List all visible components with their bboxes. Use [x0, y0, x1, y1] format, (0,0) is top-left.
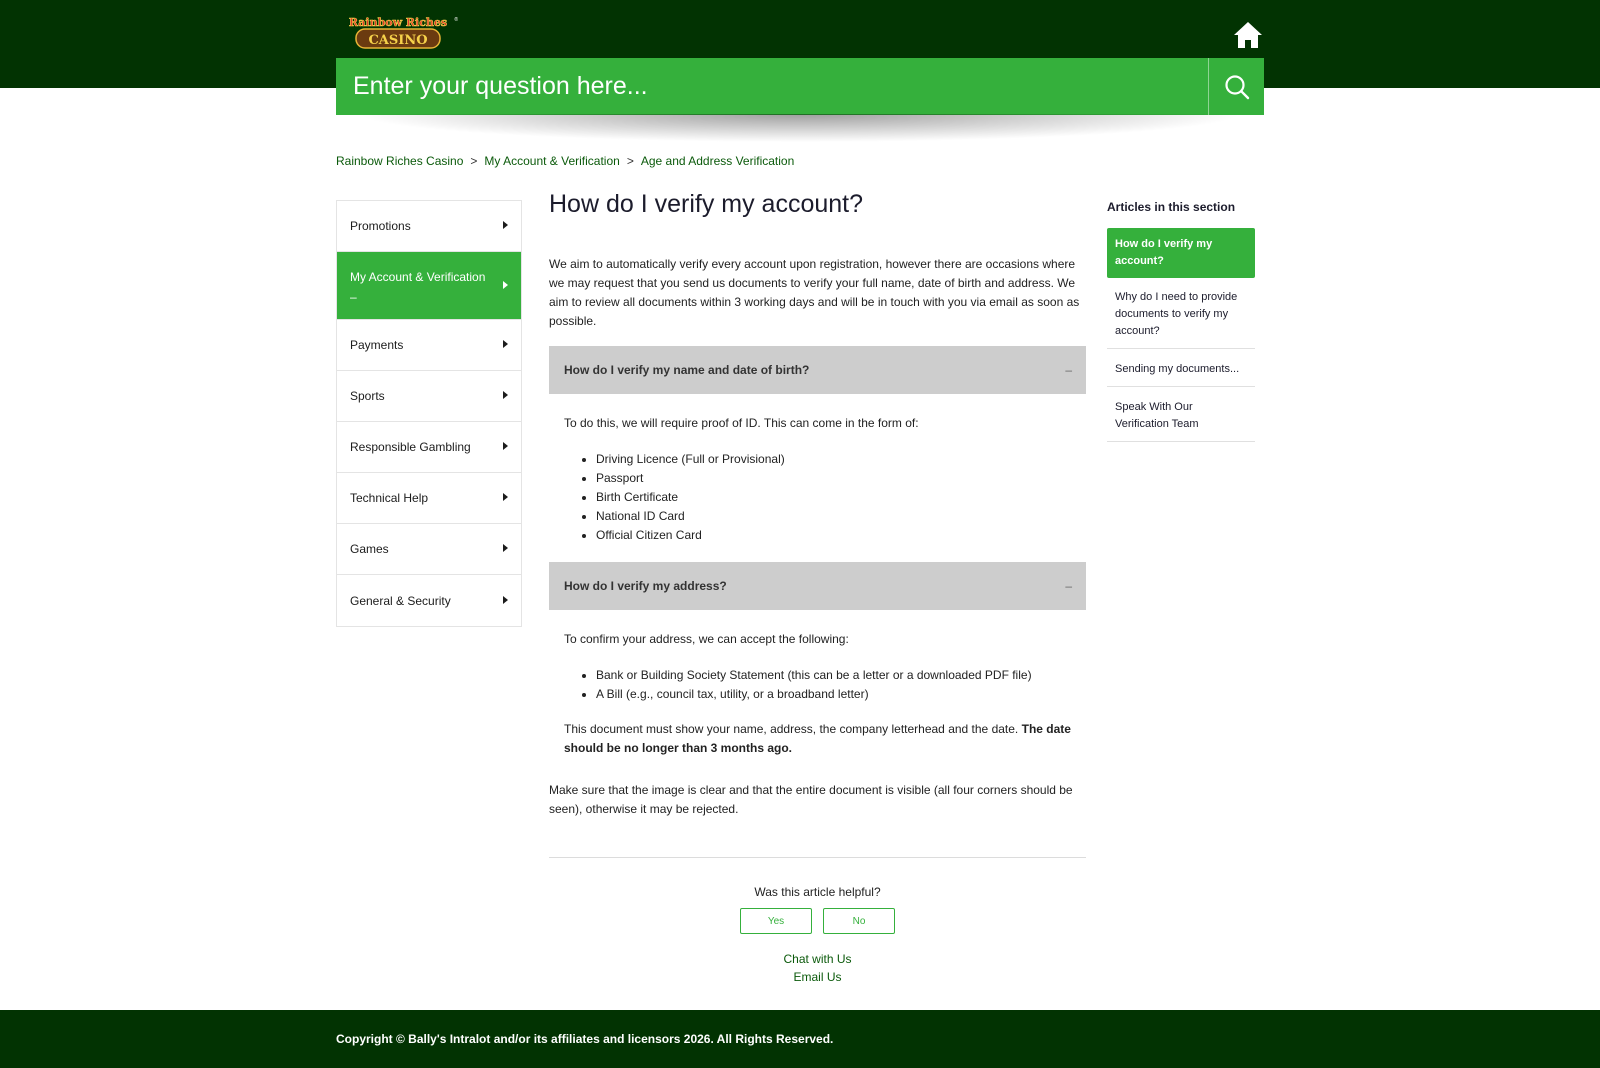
search-bar — [336, 58, 1264, 115]
accordion-title: How do I verify my name and date of birth? — [564, 363, 810, 377]
address-note — [564, 720, 1071, 758]
list-item: • A Bill (e.g., council tax, utility, or a broadband letter) — [596, 685, 1071, 704]
logo-top-text: Rainbow Riches — [348, 16, 448, 29]
list-item: • Birth Certificate — [596, 488, 1071, 507]
articles-list — [1107, 228, 1255, 442]
sidebar-item-general-security[interactable] — [337, 575, 521, 626]
accordion-text: To do this, we will require proof of ID. This can come in the form of: — [564, 416, 919, 430]
caret-right-icon — [503, 391, 508, 399]
list-item: • Passport — [596, 469, 1071, 488]
home-button[interactable] — [1232, 20, 1264, 50]
sidebar-item-label: Responsible Gambling — [350, 440, 471, 454]
sidebar-item-sub-indicator: – — [350, 290, 357, 304]
sidebar-item-games[interactable] — [337, 524, 521, 575]
sidebar-item-label: Sports — [350, 389, 385, 403]
collapse-icon[interactable]: – — [1065, 363, 1072, 377]
logo-trademark: ® — [454, 17, 458, 23]
address-note-emphasis: The date should be no longer than 3 months ago. — [564, 722, 1071, 755]
home-icon — [1232, 20, 1264, 50]
search-shadow — [360, 114, 1240, 142]
accordion-body-address — [549, 610, 1086, 781]
vote-yes-button[interactable]: Yes — [740, 908, 812, 934]
search-button[interactable] — [1208, 58, 1264, 115]
breadcrumb-item-verification[interactable]: Age and Address Verification — [640, 154, 795, 168]
page-title: How do I verify my account? — [549, 190, 864, 218]
article-link-sending-documents[interactable]: Sending my documents... — [1107, 349, 1255, 387]
sidebar-item-label: Promotions — [350, 219, 411, 233]
caret-right-icon — [503, 493, 508, 501]
breadcrumb-separator: > — [470, 154, 478, 168]
copyright-text: Copyright © Bally's Intralot and/or its affiliates and licensors 2026. All Rights Reserved. — [336, 1032, 834, 1046]
articles-section-title: Articles in this section — [1107, 200, 1236, 214]
sidebar-item-technical-help[interactable] — [337, 473, 521, 524]
category-sidebar — [336, 200, 522, 627]
caret-right-icon — [503, 340, 508, 348]
sidebar-item-label: Games — [350, 542, 389, 556]
accordion-header-name-dob[interactable] — [549, 346, 1086, 394]
sidebar-item-promotions[interactable] — [337, 201, 521, 252]
accordion-text: To confirm your address, we can accept the following: — [564, 632, 849, 646]
caret-right-icon — [503, 544, 508, 552]
email-us-link[interactable]: Email Us — [793, 970, 842, 984]
article-intro: We aim to automatically verify every account upon registration, however there are occasions where we may request that you send us documents to verify your full name, date of birth and address. We aim to review all documents within 3 working days and will be in touch with you via email as soon as possible. — [549, 257, 1080, 328]
search-input[interactable] — [336, 58, 1208, 115]
article-link-verify-account[interactable]: How do I verify my account? — [1107, 228, 1255, 278]
sidebar-item-label: General & Security — [350, 593, 451, 608]
caret-right-icon — [503, 281, 508, 289]
logo-bottom-text: CASINO — [368, 33, 428, 48]
list-item: • Bank or Building Society Statement (this can be a letter or a downloaded PDF file) — [596, 666, 1071, 685]
breadcrumb — [336, 154, 794, 168]
sidebar-item-responsible-gambling[interactable] — [337, 422, 521, 473]
chat-with-us-link[interactable]: Chat with Us — [783, 952, 852, 966]
list-item: • National ID Card — [596, 507, 1071, 526]
caret-right-icon — [503, 221, 508, 229]
id-document-list — [596, 450, 1071, 545]
sidebar-item-payments[interactable] — [337, 320, 521, 371]
breadcrumb-item-account[interactable]: My Account & Verification — [484, 154, 620, 168]
article-content — [549, 190, 1086, 819]
sidebar-item-label: Technical Help — [350, 491, 429, 505]
sidebar-item-my-account[interactable] — [337, 252, 521, 320]
logo-graphic — [336, 14, 460, 50]
site-logo[interactable] — [336, 14, 460, 50]
accordion-header-address[interactable] — [549, 562, 1086, 610]
list-item: • Driving Licence (Full or Provisional) — [596, 450, 1071, 469]
sidebar-item-label: Payments — [350, 338, 404, 352]
address-document-list — [596, 666, 1071, 704]
breadcrumb-item-home[interactable]: Rainbow Riches Casino — [336, 154, 464, 168]
accordion-body-name-dob — [549, 394, 1086, 562]
article-link-speak-verification-team[interactable]: Speak With Our Verification Team — [1107, 387, 1255, 442]
content-divider — [549, 857, 1086, 858]
sidebar-item-sports[interactable] — [337, 371, 521, 422]
caret-right-icon — [503, 596, 508, 604]
caret-right-icon — [503, 442, 508, 450]
sidebar-item-label: My Account & Verification — [350, 270, 486, 284]
list-item: • Official Citizen Card — [596, 526, 1071, 545]
article-outro: Make sure that the image is clear and that the entire document is visible (all four corners should be seen), otherwise it may be rejected. — [549, 783, 1073, 816]
vote-no-button[interactable]: No — [823, 908, 895, 934]
search-icon — [1224, 74, 1250, 100]
collapse-icon[interactable]: – — [1065, 579, 1072, 593]
accordion-title: How do I verify my address? — [564, 579, 727, 593]
address-note-text: This document must show your name, address, the company letterhead and the date. — [564, 722, 1019, 736]
helpful-question: Was this article helpful? — [754, 885, 881, 899]
article-link-why-documents[interactable]: Why do I need to provide documents to verify my account? — [1107, 281, 1255, 349]
breadcrumb-separator: > — [626, 154, 634, 168]
